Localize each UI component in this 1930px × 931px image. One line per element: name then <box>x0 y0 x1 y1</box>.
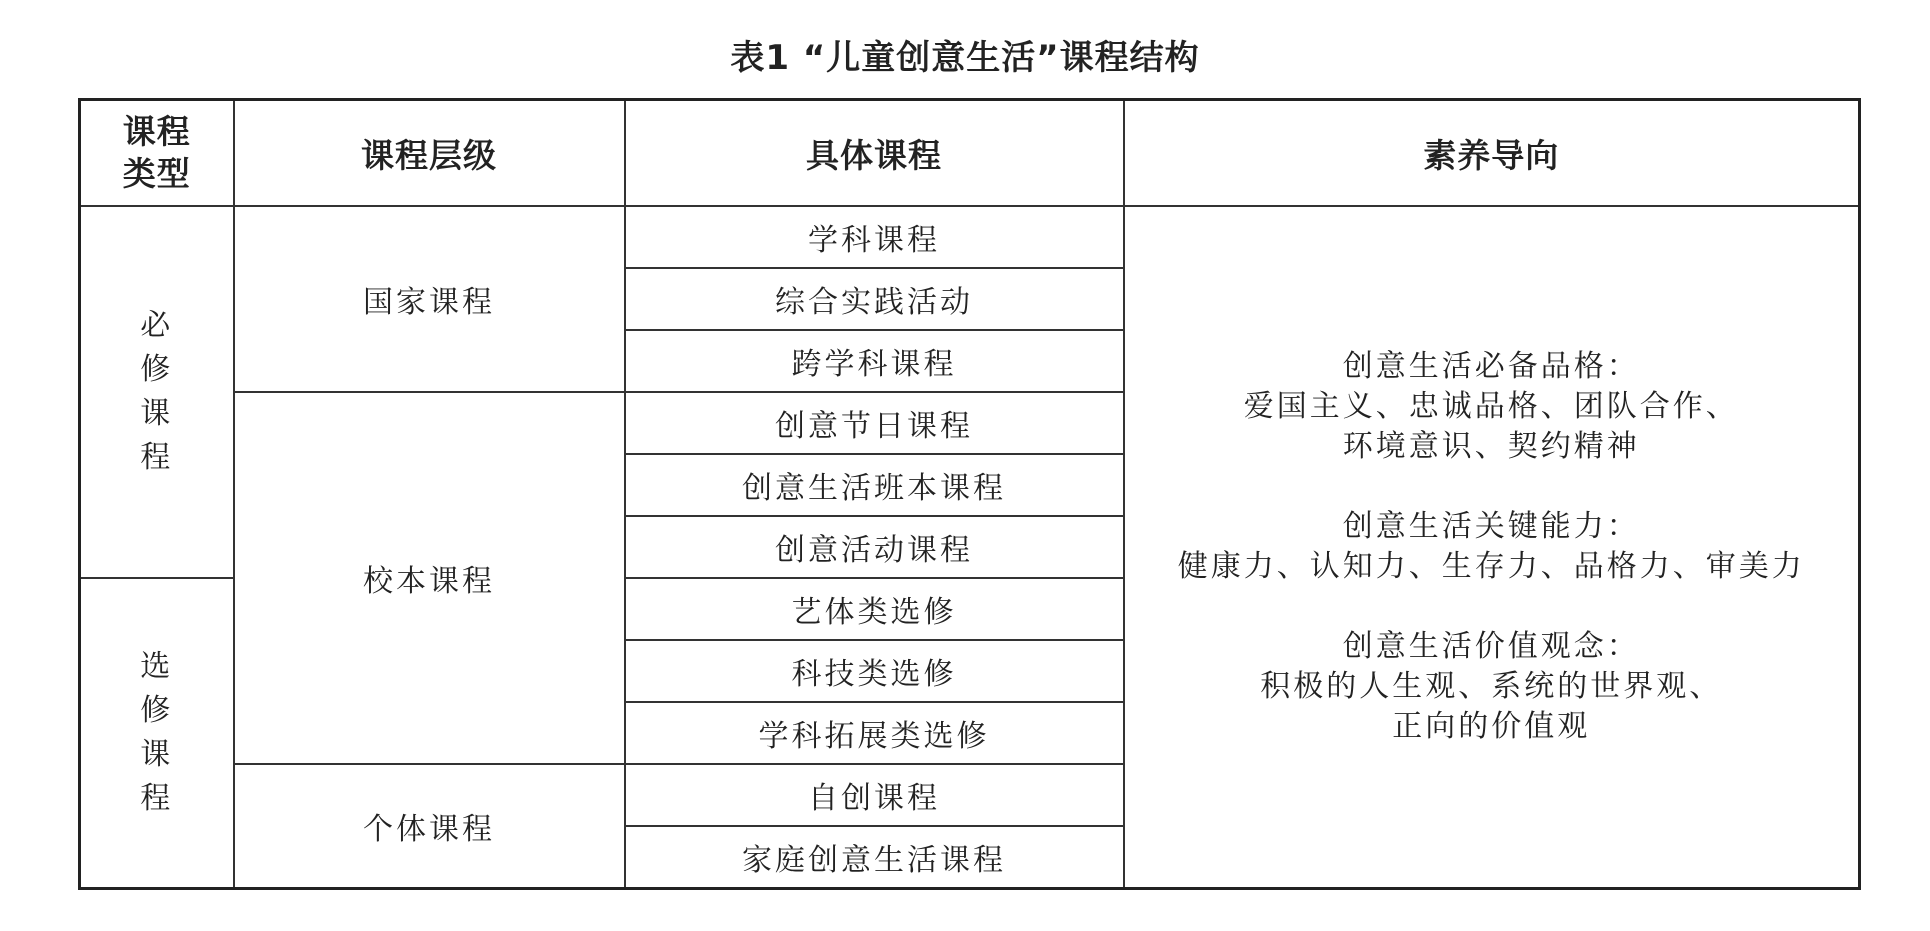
literacy-line: 环境意识、契约精神 <box>1342 429 1640 464</box>
type-char: 修 <box>140 352 174 387</box>
header-course-type <box>80 100 234 207</box>
table-caption: 表1 “儿童创意生活”课程结构 <box>730 38 1200 78</box>
type-char: 选 <box>140 649 174 684</box>
course-cell: 综合实践活动 <box>625 268 1124 330</box>
literacy-block-character <box>1125 347 1859 467</box>
curriculum-structure-table <box>78 98 1861 890</box>
course-cell: 创意活动课程 <box>625 516 1124 578</box>
level-school-based: 校本课程 <box>234 392 625 764</box>
course-cell: 科技类选修 <box>625 640 1124 702</box>
literacy-line: 健康力、认知力、生存力、品格力、审美力 <box>1177 549 1805 584</box>
literacy-orientation-cell <box>1124 206 1860 889</box>
course-cell: 跨学科课程 <box>625 330 1124 392</box>
course-cell: 学科课程 <box>625 206 1124 268</box>
type-char: 程 <box>140 440 174 475</box>
header-course-type-line2: 类型 <box>122 154 191 193</box>
header-literacy-orientation: 素养导向 <box>1124 100 1860 207</box>
literacy-title: 创意生活必备品格： <box>1342 349 1640 384</box>
course-cell: 学科拓展类选修 <box>625 702 1124 764</box>
level-individual: 个体课程 <box>234 764 625 889</box>
literacy-line: 爱国主义、忠诚品格、团队合作、 <box>1243 389 1739 424</box>
literacy-line: 正向的价值观 <box>1392 709 1591 744</box>
table-row <box>80 206 1860 268</box>
type-char: 必 <box>140 308 174 343</box>
literacy-line: 积极的人生观、系统的世界观、 <box>1260 669 1723 704</box>
course-cell: 创意节日课程 <box>625 392 1124 454</box>
literacy-block-values <box>1125 627 1859 747</box>
literacy-title: 创意生活关键能力： <box>1342 509 1640 544</box>
level-national: 国家课程 <box>234 206 625 392</box>
literacy-title: 创意生活价值观念： <box>1342 629 1640 664</box>
course-type-required <box>80 206 234 578</box>
course-cell: 家庭创意生活课程 <box>625 826 1124 889</box>
course-cell: 自创课程 <box>625 764 1124 826</box>
type-char: 课 <box>140 396 174 431</box>
type-char: 课 <box>140 737 174 772</box>
header-course-level: 课程层级 <box>234 100 625 207</box>
header-course-type-line1: 课程 <box>122 112 191 151</box>
type-char: 修 <box>140 693 174 728</box>
header-specific-course: 具体课程 <box>625 100 1124 207</box>
type-char: 程 <box>140 781 174 816</box>
course-cell: 创意生活班本课程 <box>625 454 1124 516</box>
header-row <box>80 100 1860 207</box>
literacy-block-ability <box>1125 507 1859 587</box>
course-cell: 艺体类选修 <box>625 578 1124 640</box>
course-type-elective <box>80 578 234 889</box>
